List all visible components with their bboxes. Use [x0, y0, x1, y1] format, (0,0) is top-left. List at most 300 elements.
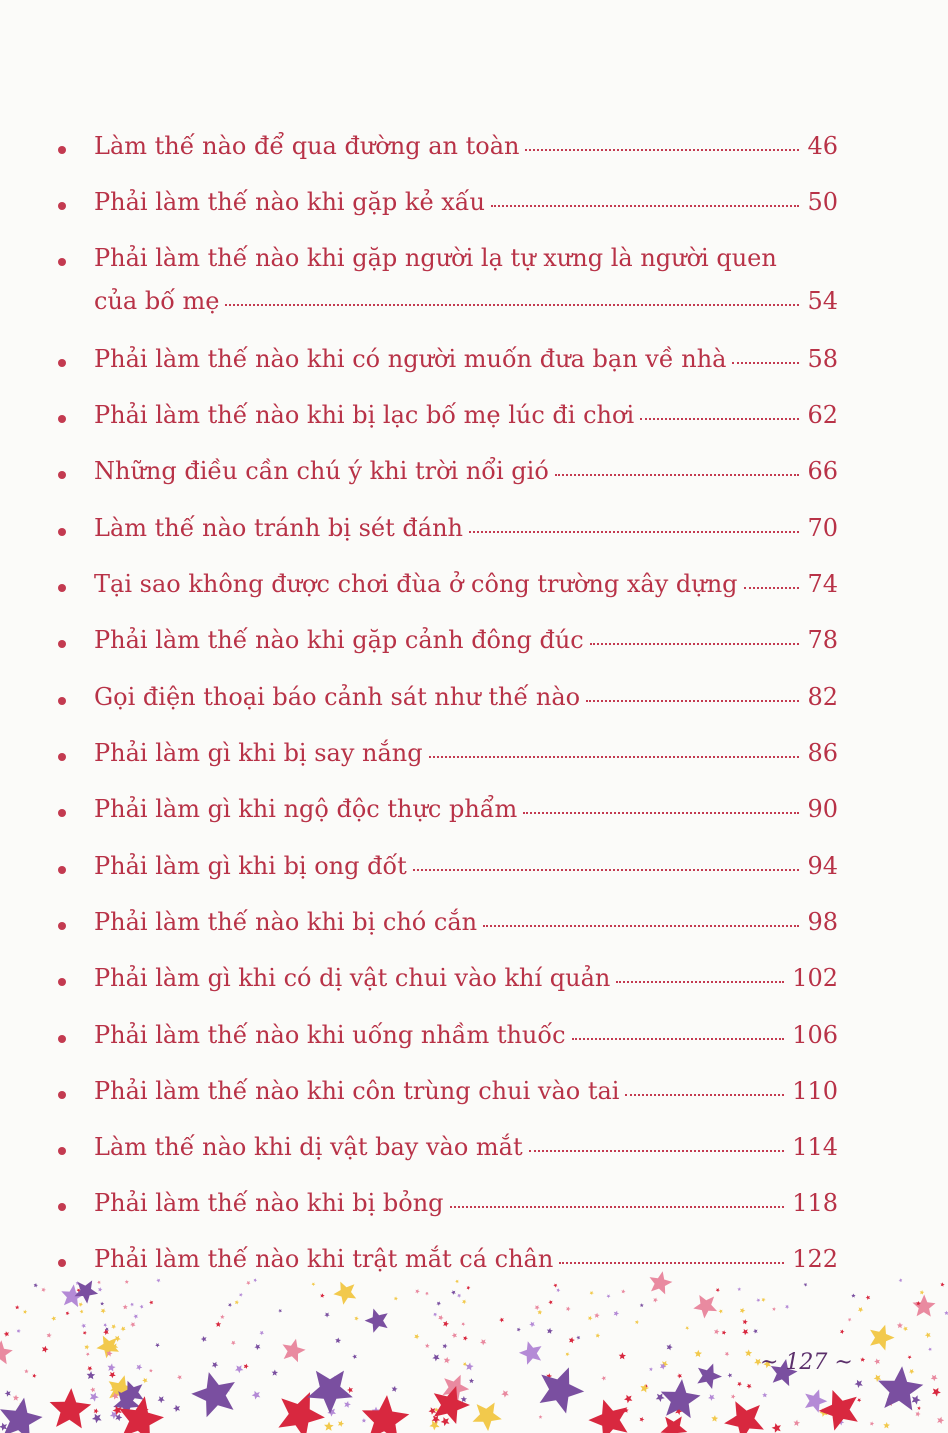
toc-entry: [58, 626, 838, 666]
toc-entry-line: [94, 908, 838, 936]
dot-leader: [616, 977, 784, 983]
star-icon: [235, 1365, 243, 1373]
dot-leader: [413, 865, 800, 871]
toc-entry: [58, 188, 838, 228]
star-icon: [596, 1333, 601, 1338]
star-icon: [239, 1293, 243, 1297]
star-icon: [753, 1329, 758, 1334]
toc-entry-line: [94, 457, 838, 485]
toc-entry-page: 110: [792, 1077, 838, 1105]
star-icon: [743, 1319, 748, 1324]
toc-entry-page: 66: [807, 457, 838, 485]
toc-entry-page: 58: [807, 345, 838, 373]
star-icon: [909, 1369, 914, 1374]
star-icon: [92, 1414, 102, 1424]
star-icon: [569, 1337, 575, 1343]
star-icon: [461, 1322, 465, 1326]
star-icon: [109, 1372, 116, 1379]
dot-leader: [572, 1034, 785, 1040]
star-icon: [201, 1336, 207, 1342]
star-icon: [916, 1411, 921, 1416]
star-icon: [473, 1403, 502, 1432]
toc-entry-title: Phải làm thế nào khi trật mắt cá chân: [94, 1245, 554, 1273]
star-icon: [866, 1295, 871, 1300]
toc-entry-page: 86: [807, 739, 838, 767]
dot-leader: [529, 1146, 785, 1152]
star-icon: [344, 1401, 351, 1408]
toc-entry-line: [94, 514, 838, 542]
star-icon: [762, 1392, 767, 1397]
star-icon: [443, 1344, 448, 1349]
star-icon: [928, 1348, 932, 1352]
star-icon: [607, 1294, 611, 1298]
toc-entry-title: Làm thế nào tránh bị sét đánh: [94, 514, 463, 542]
toc-entry-line: [94, 1021, 838, 1049]
star-icon: [557, 1288, 561, 1292]
star-icon: [903, 1326, 908, 1331]
star-icon: [917, 1406, 921, 1410]
bullet-icon: [58, 1259, 66, 1267]
star-icon: [23, 1310, 27, 1314]
star-icon: [90, 1392, 99, 1401]
dot-leader: [640, 414, 799, 420]
star-icon: [772, 1307, 776, 1311]
star-icon: [937, 1417, 944, 1424]
star-icon: [848, 1318, 852, 1322]
toc-entry: [58, 1021, 838, 1061]
star-icon: [0, 1340, 13, 1364]
star-icon: [693, 1295, 717, 1319]
star-icon: [34, 1283, 38, 1288]
star-icon: [444, 1357, 451, 1364]
star-icon: [858, 1307, 864, 1312]
bullet-icon: [58, 753, 66, 761]
star-icon: [529, 1322, 535, 1328]
star-icon: [90, 1387, 95, 1392]
star-icon: [804, 1283, 808, 1287]
dot-leader: [590, 639, 800, 645]
toc-entry-title: Phải làm thế nào khi bị bỏng: [94, 1189, 444, 1217]
star-icon: [932, 1388, 941, 1397]
star-icon: [362, 1418, 367, 1422]
star-icon: [762, 1298, 766, 1302]
star-icon: [244, 1364, 249, 1369]
star-icon: [140, 1305, 144, 1309]
toc-entry-page: 70: [807, 514, 838, 542]
star-icon: [860, 1357, 865, 1362]
star-icon: [553, 1284, 557, 1288]
star-icon: [794, 1420, 801, 1427]
toc-entry-line: [94, 1189, 838, 1217]
star-icon: [101, 1308, 106, 1313]
star-icon: [392, 1386, 398, 1392]
star-icon: [594, 1313, 599, 1318]
star-icon: [724, 1401, 764, 1433]
star-icon: [694, 1350, 702, 1357]
star-icon: [716, 1288, 720, 1292]
star-icon: [136, 1364, 142, 1370]
toc-entry-title: Phải làm thế nào khi có người muốn đưa bạn về nhà: [94, 345, 727, 373]
star-icon: [78, 1302, 83, 1307]
star-icon: [84, 1345, 89, 1350]
toc-entry-line: [94, 287, 838, 315]
bullet-icon: [58, 922, 66, 930]
toc-entry-line: [94, 1245, 838, 1273]
star-icon: [461, 1396, 467, 1402]
bullet-icon: [58, 640, 66, 648]
toc-entry: [58, 1133, 838, 1173]
star-icon: [272, 1370, 278, 1376]
star-icon: [548, 1300, 552, 1305]
star-icon: [653, 1298, 658, 1303]
toc-entry-page: 50: [807, 188, 838, 216]
toc-entry-page: 90: [807, 795, 838, 823]
toc-entry: [58, 908, 838, 948]
toc-entry-title: Phải làm thế nào khi bị chó cắn: [94, 908, 478, 936]
star-icon: [650, 1271, 673, 1294]
dot-leader: [483, 921, 799, 927]
star-icon: [566, 1352, 570, 1356]
star-icon: [87, 1366, 92, 1371]
star-icon: [463, 1362, 467, 1366]
star-icon: [4, 1331, 9, 1337]
star-icon: [944, 1311, 948, 1315]
star-icon: [434, 1386, 470, 1424]
star-icon: [870, 1421, 874, 1425]
toc-entry: [58, 964, 838, 1004]
star-icon: [220, 1315, 225, 1320]
star-icon: [347, 1387, 353, 1393]
star-icon: [103, 1323, 107, 1327]
bullet-icon: [58, 528, 66, 536]
toc-entry-title: Phải làm thế nào khi côn trùng chui vào tai: [94, 1077, 620, 1105]
star-icon: [614, 1311, 620, 1317]
star-icon: [66, 1311, 70, 1315]
star-icon: [540, 1367, 585, 1413]
star-icon: [722, 1330, 727, 1335]
bullet-icon: [58, 202, 66, 210]
star-icon: [469, 1378, 474, 1383]
star-icon: [17, 1329, 21, 1333]
star-icon: [425, 1292, 429, 1296]
star-icon: [437, 1301, 442, 1306]
dot-leader: [450, 1202, 785, 1208]
toc-entry: [58, 401, 838, 441]
star-icon: [619, 1352, 626, 1359]
star-icon: [235, 1300, 239, 1305]
toc-entry-line: [94, 132, 838, 160]
toc-entry-line: [94, 345, 838, 373]
star-icon: [433, 1313, 437, 1317]
dot-leader: [225, 300, 799, 306]
star-icon: [677, 1373, 682, 1378]
toc-entry: [58, 739, 838, 779]
star-icon: [452, 1333, 457, 1339]
toc-entry: [58, 244, 838, 334]
toc-entry: [58, 683, 838, 723]
star-icon: [215, 1321, 221, 1327]
star-icon: [624, 1395, 632, 1403]
star-icon: [819, 1390, 858, 1431]
star-icon: [519, 1341, 542, 1365]
star-icon: [394, 1296, 398, 1300]
star-icon: [212, 1362, 219, 1368]
star-icon: [278, 1309, 282, 1313]
toc-entry-title: Những điều cần chú ý khi trời nổi gió: [94, 457, 549, 485]
toc-entry-line: [94, 964, 838, 992]
toc-entry-title: Phải làm gì khi bị ong đốt: [94, 852, 407, 880]
star-icon: [697, 1364, 722, 1390]
toc-entry: [58, 514, 838, 554]
bullet-icon: [58, 1147, 66, 1155]
star-icon: [772, 1423, 781, 1433]
star-icon: [108, 1363, 116, 1371]
bullet-icon: [58, 978, 66, 986]
star-icon: [173, 1405, 180, 1412]
toc-entry-title: Làm thế nào để qua đường an toàn: [94, 132, 520, 160]
star-icon: [913, 1295, 936, 1317]
toc-entry-page: 82: [807, 683, 838, 711]
star-icon: [635, 1320, 639, 1324]
star-icon: [661, 1416, 688, 1433]
toc-entry-title: Phải làm thế nào khi bị lạc bố mẹ lúc đi chơi: [94, 401, 635, 429]
toc-entry-line: [94, 570, 838, 598]
star-icon: [438, 1315, 443, 1321]
star-icon: [443, 1321, 449, 1327]
star-icon: [457, 1294, 461, 1298]
toc-entry: [58, 457, 838, 497]
star-icon: [745, 1349, 752, 1356]
dot-leader: [525, 145, 799, 151]
star-icon: [231, 1341, 236, 1346]
toc-entry-page: 118: [792, 1189, 838, 1217]
toc-entry-page: 102: [792, 964, 838, 992]
star-icon: [588, 1316, 593, 1321]
star-icon: [737, 1287, 741, 1291]
star-icon: [566, 1307, 571, 1312]
star-icon: [111, 1324, 116, 1329]
star-icon: [656, 1393, 665, 1402]
toc-entry-line: [94, 739, 838, 767]
dot-leader: [429, 752, 800, 758]
star-icon: [742, 1329, 748, 1335]
star-icon: [480, 1339, 487, 1345]
dot-leader: [744, 583, 800, 589]
star-icon: [352, 1354, 357, 1359]
bullet-icon: [58, 471, 66, 479]
star-icon: [100, 1302, 104, 1306]
star-icon: [429, 1421, 439, 1431]
star-icon: [191, 1372, 235, 1417]
dot-leader: [586, 696, 799, 702]
star-icon: [149, 1369, 153, 1373]
toc-entry: [58, 795, 838, 835]
toc-entry-line: [94, 626, 838, 654]
bullet-icon: [58, 415, 66, 423]
star-icon: [307, 1371, 353, 1414]
star-icon: [97, 1281, 101, 1285]
dot-leader: [491, 201, 799, 207]
star-icon: [451, 1290, 456, 1295]
toc-entry-title: Phải làm thế nào khi uống nhầm thuốc: [94, 1021, 566, 1049]
star-icon: [155, 1343, 160, 1347]
star-icon: [415, 1289, 420, 1294]
bullet-icon: [58, 1035, 66, 1043]
star-icon: [711, 1415, 718, 1422]
toc-entry-title: Làm thế nào khi dị vật bay vào mắt: [94, 1133, 523, 1161]
star-icon: [81, 1323, 86, 1328]
star-icon: [685, 1326, 689, 1330]
star-icon: [756, 1298, 760, 1302]
star-icon: [851, 1294, 855, 1298]
star-icon: [125, 1280, 129, 1284]
star-icon: [87, 1371, 96, 1379]
star-icon: [501, 1390, 509, 1397]
star-icon: [130, 1303, 134, 1307]
star-icon: [883, 1422, 890, 1429]
dot-leader: [559, 1258, 784, 1264]
star-icon: [908, 1356, 912, 1360]
star-icon: [661, 1379, 701, 1418]
toc-entry-page: 122: [792, 1245, 838, 1273]
star-icon: [588, 1400, 627, 1433]
toc-entry: [58, 852, 838, 892]
star-icon: [86, 1353, 90, 1357]
star-icon: [714, 1329, 720, 1335]
star-icon: [590, 1291, 594, 1295]
star-icon: [912, 1395, 921, 1404]
star-icon: [920, 1290, 925, 1295]
toc-entry-line: [94, 683, 838, 711]
bullet-icon: [58, 146, 66, 154]
star-icon: [425, 1343, 430, 1348]
toc-entry: [58, 132, 838, 172]
star-icon: [925, 1332, 931, 1338]
toc-entry-line: [94, 1133, 838, 1161]
toc-entry: [58, 1189, 838, 1229]
toc-entry-line: [94, 188, 838, 216]
star-icon: [547, 1328, 553, 1334]
star-icon: [467, 1286, 471, 1290]
star-icon: [41, 1288, 46, 1293]
star-icon: [355, 1316, 359, 1321]
star-icon: [432, 1354, 439, 1361]
star-icon: [142, 1378, 148, 1384]
star-icon: [80, 1310, 84, 1314]
star-icon: [254, 1344, 260, 1350]
bullet-icon: [58, 697, 66, 705]
star-icon: [725, 1352, 730, 1357]
toc-entry-title: Gọi điện thoại báo cảnh sát như thế nào: [94, 683, 581, 711]
dot-leader: [523, 808, 799, 814]
toc-entry-title: của bố mẹ: [94, 287, 220, 315]
star-icon: [731, 1394, 735, 1399]
star-icon: [50, 1388, 92, 1428]
toc-entry-page: 106: [792, 1021, 838, 1049]
star-icon: [252, 1391, 261, 1400]
toc-entry-title: Phải làm gì khi bị say nắng: [94, 739, 423, 767]
star-icon: [98, 1287, 103, 1292]
star-icon: [899, 1278, 903, 1282]
toc-entry-page: 54: [807, 287, 838, 315]
star-icon: [466, 1363, 474, 1371]
toc-entry-title: Phải làm thế nào khi gặp cảnh đông đúc: [94, 626, 584, 654]
star-icon: [728, 1373, 733, 1378]
star-icon: [737, 1382, 742, 1387]
dot-leader: [732, 358, 799, 364]
star-icon: [649, 1367, 653, 1371]
star-icon: [940, 1282, 944, 1286]
toc-entry-page: 62: [807, 401, 838, 429]
star-icon: [121, 1326, 126, 1331]
star-icon: [13, 1395, 19, 1401]
star-icon: [785, 1305, 789, 1309]
toc-entry-page: 94: [807, 852, 838, 880]
toc-entry-title: Tại sao không được chơi đùa ở công trường xây dựng: [94, 570, 738, 598]
star-icon: [362, 1395, 409, 1433]
toc-entry-title: Phải làm gì khi có dị vật chui vào khí quản: [94, 964, 611, 992]
dot-leader: [469, 527, 799, 533]
toc-entry-page: 98: [807, 908, 838, 936]
star-icon: [857, 1398, 861, 1402]
page-number: ~ 127 ~: [760, 1350, 853, 1375]
star-icon: [874, 1358, 880, 1364]
bullet-icon: [58, 258, 66, 266]
star-icon: [228, 1303, 232, 1307]
star-icon: [640, 1384, 649, 1393]
star-icon: [463, 1336, 468, 1341]
star-icon: [621, 1289, 625, 1293]
star-icon: [441, 1417, 450, 1426]
toc-entry-page: 46: [807, 132, 838, 160]
star-icon: [83, 1331, 87, 1335]
star-icon: [0, 1398, 43, 1433]
star-icon: [312, 1282, 316, 1286]
star-icon: [5, 1390, 11, 1396]
star-icon: [15, 1305, 19, 1309]
toc-entry-line: [94, 401, 838, 429]
bullet-icon: [58, 359, 66, 367]
star-icon: [708, 1394, 715, 1401]
star-icon: [333, 1282, 356, 1305]
bullet-icon: [58, 1203, 66, 1211]
star-icon: [320, 1293, 325, 1298]
star-icon: [47, 1333, 52, 1338]
star-icon: [246, 1281, 250, 1285]
dot-leader: [625, 1090, 784, 1096]
toc-entry-page: 74: [807, 570, 838, 598]
toc-entry-title: Phải làm gì khi ngộ độc thực phẩm: [94, 795, 518, 823]
star-icon: [324, 1313, 329, 1318]
star-icon: [840, 1329, 844, 1334]
bullet-icon: [58, 1091, 66, 1099]
bullet-icon: [58, 584, 66, 592]
star-icon: [535, 1305, 540, 1310]
toc-entry-line: [94, 852, 838, 880]
star-icon: [0, 1423, 7, 1431]
star-icon: [335, 1338, 341, 1344]
star-icon: [576, 1336, 580, 1340]
toc-entry: [58, 1077, 838, 1117]
star-icon: [537, 1310, 542, 1315]
bullet-icon: [58, 809, 66, 817]
star-icon: [123, 1304, 128, 1309]
star-icon: [259, 1331, 264, 1336]
star-icon: [156, 1279, 160, 1283]
star-icon: [931, 1375, 938, 1382]
star-icon: [740, 1308, 746, 1314]
toc-entry-line: [94, 1077, 838, 1105]
